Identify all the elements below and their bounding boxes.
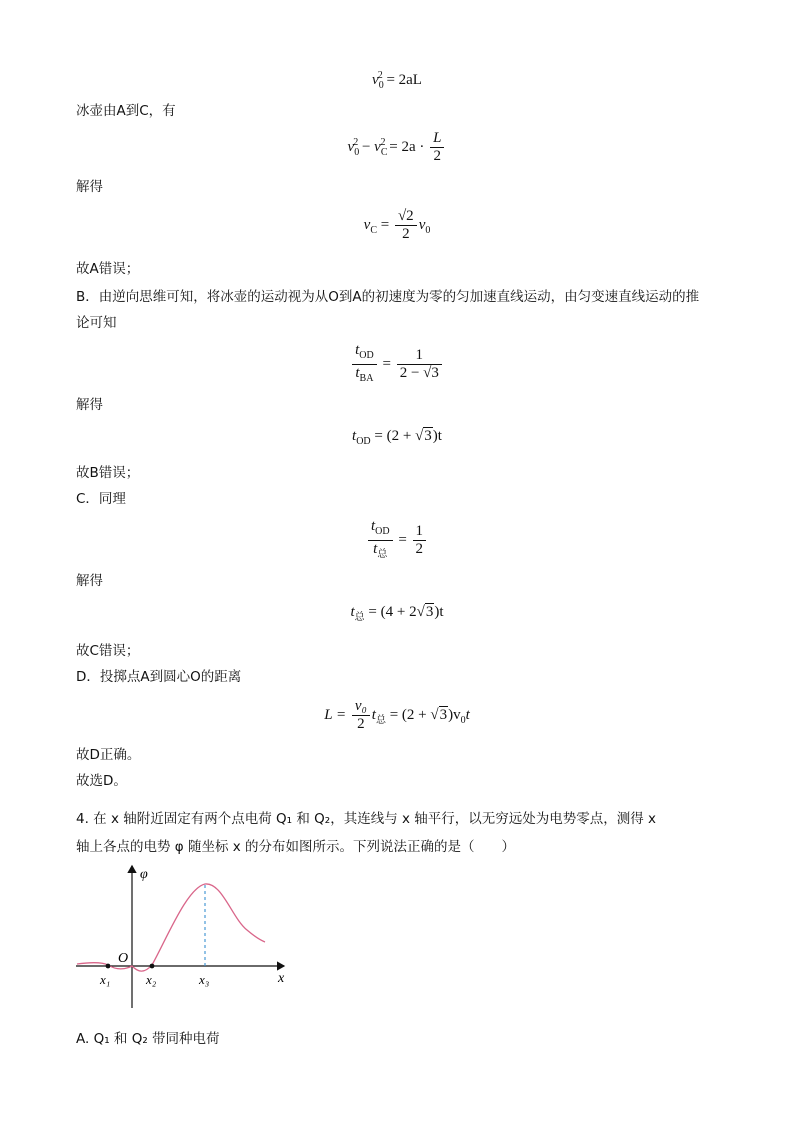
text-line: 故选D。 [76, 773, 127, 789]
origin-label: O [118, 951, 129, 966]
text-line: 故A错误； [76, 261, 140, 277]
x2-label: x₂ [146, 972, 157, 987]
question-4-line1: 4. 在 x 轴附近固定有两个点电荷 Q₁ 和 Q₂，其连线与 x 轴平行，以无穷远处为电势零点，测得 x [76, 811, 657, 827]
text-line: 故B错误； [76, 465, 140, 481]
text-line: 解得 [76, 573, 103, 589]
formula-time-ratio: $\frac{t_{OD}}{t_{BA}}$ = $\frac{1}{2 - √3}$ [0, 342, 794, 387]
formula-vc-relation: $v_0^2 - v_C^2 = 2a$ · $\frac{L}{2}$ [0, 130, 794, 165]
y-axis-label: φ [140, 867, 148, 882]
text-line: C．同理 [76, 491, 126, 507]
formula-tod: $t_{OD} = (2 + √3)t$ [352, 428, 442, 447]
text-line: 故D正确。 [76, 747, 141, 763]
x3-label: x₃ [199, 972, 210, 987]
x1-label: x₁ [100, 972, 111, 987]
x2-point [150, 964, 155, 969]
x-axis-label: x [278, 971, 285, 986]
formula-v0-squared: $v_0^2 = 2aL$ [372, 70, 422, 91]
formula-vc: $v_C$ = $\frac{√2}{2}$ $v_0$ [363, 208, 431, 242]
option-a: A. Q₁ 和 Q₂ 带同种电荷 [76, 1031, 220, 1047]
formula-tod-total: $\frac{t_{OD}}{t_总}$ = $\frac{1}{2}$ [0, 518, 794, 563]
question-4-line2: 轴上各点的电势 φ 随坐标 x 的分布如图所示。下列说法正确的是（ ） [76, 839, 516, 855]
text-line: 解得 [76, 179, 103, 195]
text-line: D．投掷点A到圆心O的距离 [76, 669, 242, 685]
text-line: 解得 [76, 397, 103, 413]
x1-point [106, 964, 111, 969]
text-line: B．由逆向思维可知，将冰壶的运动视为从O到A的初速度为零的匀加速直线运动，由匀变速直线运动的推 [76, 289, 700, 305]
potential-curve [77, 884, 265, 971]
text-line: 论可知 [76, 315, 117, 331]
potential-graph [72, 858, 302, 1018]
formula-distance-L: L = $\frac{\text{v₀}}{2}$ $t_总 = (2 + √3)v_0t$ [324, 698, 470, 732]
text-line: 冰壶由A到C，有 [76, 103, 176, 119]
text-line: 故C错误； [76, 643, 140, 659]
formula-t-total: $t_总 = (4 + 2√3)t$ [350, 604, 444, 623]
